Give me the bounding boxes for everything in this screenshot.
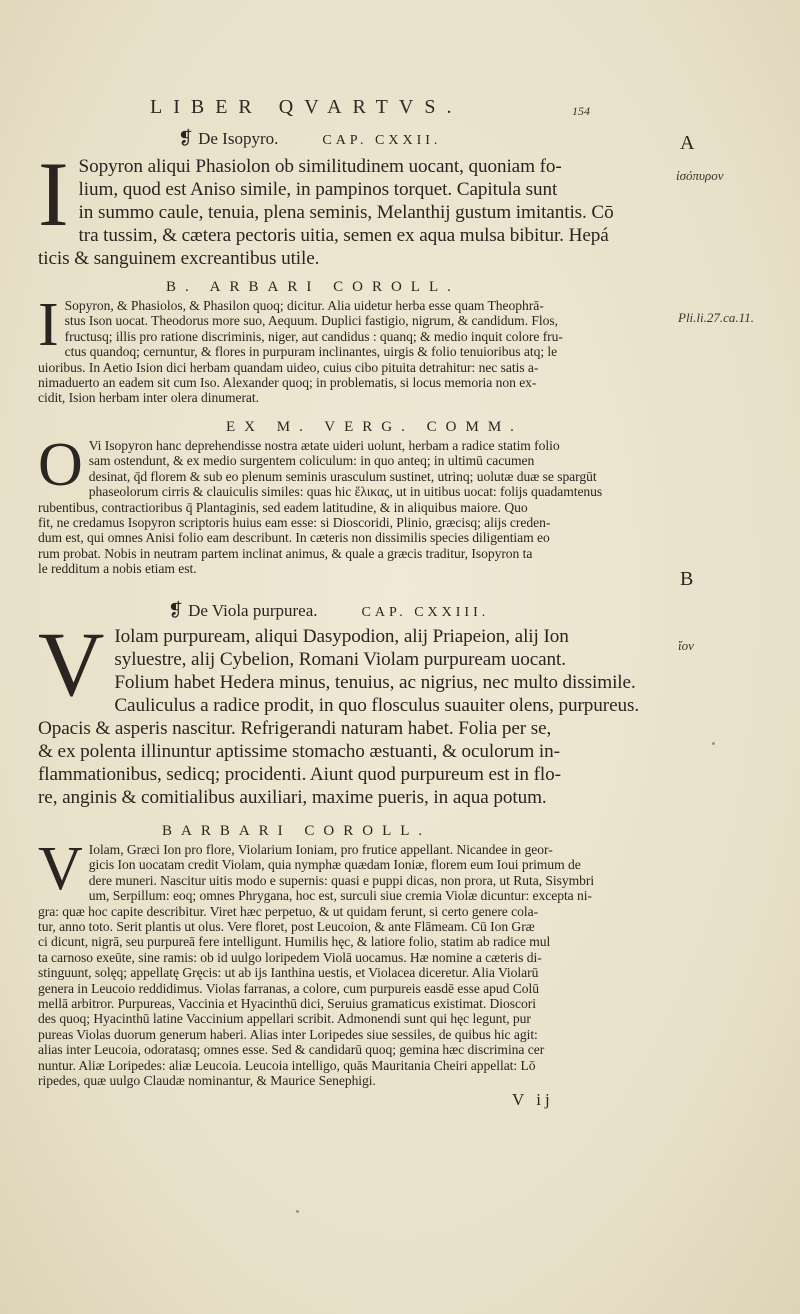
chapter-122-cap: CAP. CXXII. [322,133,442,148]
verg-comm-heading: EX M. VERG. COMM. [226,419,523,435]
chapter-122-text [38,143,658,270]
text-line: lium, quod est Aniso simile, in pampinos torquet. Capitula sunt [78,179,558,200]
margin-pliny-reference: Pli.li.27.ca.11. [678,310,754,325]
dropcap-o: O [38,431,83,499]
text-line: alias inter Leucoia, odoratasq; omnes esse. Sed & candidarū quoq; gemina hæc discrimina cer [38,1042,545,1058]
margin-letter-b: B [680,568,694,590]
running-title: LIBER QVARTVS. [150,96,463,118]
text-line: Iolam, Græci Ion pro flore, Violarium Ioniam, pro frutice appellant. Nicandee in geor- [88,842,553,857]
text-line: ci dicunt, nigrā, seu purpureā fere intelligunt. Humilis hęc, & latiore folio, statim ab radice mul [38,934,551,950]
verg-comm [38,418,658,577]
text-line: sam ostendunt, & ex medio surgentem coliculum: in quo anteq; in ultimū cacumen [88,453,535,469]
text-line: phaseolorum cirris & clauiculis similes: quas hic ἕλικας, ut in uitibus uocat: folijs quadamtenus [88,484,603,500]
chapter-122-heading [38,128,658,151]
text-line: desinat, q̄d florem & sub eo plenum seminis urasculum sustinet, utrinq; uolutæ duæ se spargūt [88,468,597,484]
barbari-2-text [38,835,658,1089]
barbari-coroll-2 [38,822,658,1089]
text-line: tra tussim, & cætera pectoris uitia, semen ex aqua mulsa bibitur. Hepá [78,225,609,246]
text-line: Sopyron, & Phasiolos, & Phasilon quoq; dicitur. Alia uidetur herba esse quam Theophrā- [64,298,544,313]
paper-speck [296,1210,299,1213]
text-line: mellā arbitror. Purpureas, Vaccinia et Hyacinthū dici, Seruius gramaticus existimat. Dioscori [38,996,536,1012]
text-line: fit, ne credamus Isopyron scriptoris huius eam esse: si Dioscoridi, Plinio, græcisq; alijs creden- [38,515,551,531]
text-line: nuntur. Aliæ Loripedes: aliæ Leucoia. Leucoia intelligo, quās Mauritania Cheiri appellat: Lō [38,1057,536,1073]
folio-number: 154 [572,104,590,118]
text-line: rubentibus, contractioribus q̄ Plantaginis, sed eadem latitudine, & in aliquibus maiore. Quo [38,499,528,515]
text-line: syluestre, alij Cybelion, Romani Violam purpuream uocant. [114,649,566,670]
barbari-coroll-1 [38,278,658,406]
dropcap-i-small: I [38,291,59,359]
text-line: re, anginis & comitialibus auxiliari, maxime pueris, in aqua potum. [38,787,547,808]
text-line: ticis & sanguinem excreantibus utile. [38,248,320,269]
barbari-2-heading: BARBARI COROLL. [162,823,432,839]
dropcap-v-small: V [38,835,83,903]
text-line: des quoq; Hyacinthū latine Vaccinium appellari scribit. Admonendi sunt qui hęc legunt, pur [38,1011,531,1027]
text-line: Cauliculus a radice prodit, in quo flosculus suauiter olens, purpureus. [114,695,640,716]
verg-comm-text [38,431,658,577]
pilcrow-icon: ❡ [178,128,194,148]
chapter-122-title: De Isopyro. [198,129,279,148]
text-line: & ex polenta illinuntur aptissime stomacho æstuanti, & oculorum in- [38,741,560,762]
text-line: Opacis & asperis nascitur. Refrigerandi naturam habet. Folia per se, [38,718,552,739]
text-line: flammationibus, sedicq; procidenti. Aiunt quod purpureum est in flo- [38,764,561,785]
text-line: Iolam purpuream, aliqui Dasypodion, alij Priapeion, alij Ion [114,626,569,647]
barbari-1-text [38,291,658,406]
text-line: dum est, qui omnes Anisi folio eam describunt. In cæteris non dissimilis species diligentiam eo [38,530,550,546]
text-line: Folium habet Hedera minus, tenuius, ac nigrius, nec multo dissimile. [114,672,636,693]
text-line: Sopyron aliqui Phasiolon ob similitudinem uocant, quoniam fo- [78,156,562,177]
text-line: Vi Isopyron hanc deprehendisse nostra ætate uideri uolunt, herbam a radice statim folio [88,438,560,453]
chapter-123 [38,600,658,809]
text-line: ctus quandoq; cernuntur, & flores in purpuram inclinantes, uirgis & folio tenuioribus atq; le [64,344,558,360]
chapter-123-heading [38,600,658,623]
text-line: dere muneri. Nascitur uitis modo e supernis: quasi e puppi dicas, non prora, ut Ruta, Sisymbri [88,872,595,888]
margin-greek-note-1: ἱσόπυρον [676,168,724,183]
text-line: ripedes, quæ uulgo Claudæ nominantur, & Maurice Senephigi. [38,1073,376,1089]
chapter-122 [38,128,658,270]
signature-mark: V ij [512,1090,554,1109]
text-line: le redditum a nobis etiam est. [38,561,197,577]
text-line: uioribus. In Aetio Ision dici herbam quandam uideo, cuius cibo pituita detrahitur: nec satis a- [38,359,539,375]
text-line: um, Serpillum: eoq; omnes Phrygana, hoc est, surculi siue cremia Violæ dicuntur: excepta ni- [88,888,592,904]
text-line: genera in Leucoio reddidimus. Violas farranas, a colore, cum purpureis easdē esse apud Colū [38,980,539,996]
pilcrow-icon: ❡ [168,600,184,620]
text-line: stus Ison uocat. Theodorus more suo, Aequum. Duplici fastigio, nigrum, & candidum. Flos, [64,313,558,329]
paper-speck [712,742,715,745]
text-line: rum probat. Nobis in neutram partem inclinat animus, & quale a græcis traditur, Isopyron ta [38,545,533,561]
margin-greek-note-2: ἴον [678,638,694,653]
text-line: ta carnoso exeūte, sine ramis: ob id uulgo loripedem Violā uocamus. Hæ nomine a cæteris di- [38,949,542,965]
text-line: cidit, Ision herbam inter olera dinumerat. [38,390,259,406]
text-line: fructusq; illis pro ratione discriminis, niger, aut candidus : quanq; & medio inquit colore fru- [64,328,563,344]
chapter-123-text [38,613,658,809]
margin-letter-a: A [680,132,695,154]
dropcap-v: V [38,613,105,715]
chapter-123-title: De Viola purpurea. [188,601,318,620]
text-line: gicis Ion uocatam credit Violam, quia nymphæ quædam Ioniæ, florem eum Ioui primum de [88,857,581,873]
text-line: nimaduerto an eadem sit cum Iso. Alexander quoq; in problematis, si locus memoria non ex- [38,375,537,391]
text-line: stinguunt, solęq; appellatę Gręcis: ut ab ijs Ianthina uestis, et Violacea diceretur. Alia Violarū [38,965,539,981]
barbari-1-heading: B. ARBARI COROLL. [166,279,460,295]
text-line: gra: quæ hoc capite describitur. Viret hæc perpetuo, & ut quidam ferunt, si certo genere cola- [38,903,539,919]
dropcap-i: I [38,143,69,245]
chapter-123-cap: CAP. CXXIII. [361,605,490,620]
text-line: tur, anno toto. Serit plantis ut olus. Vere floret, post Leucoion, & ante Flāmeam. Cū Ion Græ [38,919,535,935]
text-line: pureas Violas duorum generum haberi. Alias inter Loripedes siue sessiles, de quibus hic agit: [38,1026,538,1042]
text-line: in summo caule, tenuia, plena seminis, Melanthij gustum imitantis. Cō [78,202,614,223]
